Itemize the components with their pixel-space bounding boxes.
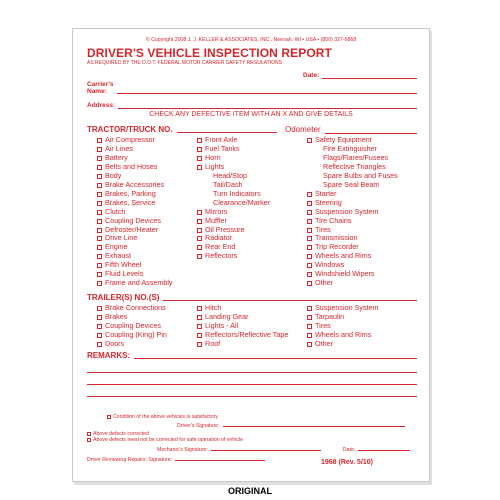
item-label: Coupling (King) Pin: [105, 329, 167, 339]
item-checkbox[interactable]: [307, 245, 312, 250]
item-label: Body: [105, 170, 122, 180]
reviewing-signature-field[interactable]: [87, 457, 265, 463]
item-label: Tail/Dash: [213, 179, 243, 189]
item-label: Head/Stop: [213, 170, 247, 180]
tractor-column-3: [307, 136, 398, 288]
item-label: Transmission: [315, 233, 358, 243]
checklist-item[interactable]: [97, 340, 167, 349]
item-checkbox[interactable]: [197, 306, 202, 311]
remarks-line-1: [134, 358, 417, 359]
item-checkbox[interactable]: [197, 156, 202, 161]
item-checkbox[interactable]: [307, 324, 312, 329]
form-title: DRIVER'S VEHICLE INSPECTION REPORT: [87, 46, 332, 60]
item-label: Suspension System: [315, 206, 379, 216]
item-checkbox[interactable]: [97, 138, 102, 143]
corrected-checkbox[interactable]: [87, 432, 91, 436]
item-checkbox[interactable]: [97, 324, 102, 329]
item-label: Reflectors: [205, 251, 238, 261]
item-label: Horn: [205, 152, 221, 162]
item-label: Windows: [315, 260, 345, 270]
address-line: [118, 102, 417, 109]
item-checkbox[interactable]: [197, 333, 202, 338]
item-label: Coupling Devices: [105, 320, 161, 330]
item-label: Fifth Wheel: [105, 260, 142, 270]
item-label: Spare Seal Beam: [323, 179, 380, 189]
mechanic-signature-line: [211, 450, 321, 451]
item-checkbox[interactable]: [197, 324, 202, 329]
item-checkbox[interactable]: [97, 333, 102, 338]
mechanic-date-label: Date:: [342, 447, 356, 453]
condition-satisfactory[interactable]: [107, 414, 218, 420]
item-checkbox[interactable]: [197, 228, 202, 233]
not-corrected-text: Above defects need not be corrected for safe operation of vehicle: [93, 437, 243, 443]
item-checkbox[interactable]: [97, 236, 102, 241]
item-label: Reflectors/Reflective Tape: [205, 329, 289, 339]
item-label: Roof: [205, 338, 221, 348]
not-corrected-checkbox[interactable]: [87, 438, 91, 442]
item-label: Reflective Triangles: [323, 161, 386, 171]
item-checkbox[interactable]: [307, 333, 312, 338]
item-label: Spare Bulbs and Fuses: [323, 170, 398, 180]
item-label: Belts and Hoses: [105, 161, 158, 171]
item-label: Fluid Levels: [105, 269, 144, 279]
item-label: Fire Extinguisher: [323, 143, 377, 153]
item-checkbox[interactable]: [97, 254, 102, 259]
item-checkbox[interactable]: [197, 254, 202, 259]
date-field[interactable]: [303, 72, 417, 79]
checklist-item[interactable]: [97, 279, 173, 288]
item-label: Oil Pressure: [205, 224, 245, 234]
address-field[interactable]: [87, 102, 417, 109]
item-label: Brakes, Parking: [105, 188, 156, 198]
carrier-name-label: [87, 81, 113, 95]
item-checkbox[interactable]: [97, 219, 102, 224]
item-checkbox[interactable]: [307, 263, 312, 268]
item-label: Tire Chains: [315, 215, 352, 225]
item-label: Muffler: [205, 215, 227, 225]
item-checkbox[interactable]: [307, 138, 312, 143]
item-checkbox[interactable]: [97, 201, 102, 206]
original-label: ORIGINAL: [228, 486, 272, 496]
trailer-label: TRAILER(S) NO.(S): [87, 293, 160, 302]
item-label: Brakes: [105, 311, 128, 321]
item-checkbox[interactable]: [197, 342, 202, 347]
item-label: Coupling Devices: [105, 215, 161, 225]
odometer-label: Odometer: [285, 125, 321, 134]
item-label: Defroster/Heater: [105, 224, 159, 234]
item-checkbox[interactable]: [97, 228, 102, 233]
reviewing-signature-label: Driver Reviewing Repairs: Signature:: [87, 457, 173, 463]
item-checkbox[interactable]: [97, 192, 102, 197]
item-label: Air Compressor: [105, 135, 155, 144]
driver-signature-field[interactable]: [177, 423, 405, 429]
tractor-number-field[interactable]: [87, 125, 277, 134]
item-checkbox[interactable]: [197, 210, 202, 215]
remarks-field[interactable]: [87, 351, 417, 360]
item-checkbox[interactable]: [197, 236, 202, 241]
address-label: Address:: [87, 102, 116, 109]
item-checkbox[interactable]: [197, 245, 202, 250]
item-checkbox[interactable]: [307, 219, 312, 224]
remarks-line-3[interactable]: [87, 384, 417, 385]
item-label: Starter: [315, 188, 337, 198]
item-checkbox[interactable]: [197, 165, 202, 170]
driver-signature-label: Driver's Signature:: [177, 423, 220, 429]
item-label: Rear End: [205, 242, 236, 252]
date-label: Date:: [303, 72, 320, 79]
remarks-line-2[interactable]: [87, 372, 417, 373]
item-checkbox[interactable]: [307, 272, 312, 277]
item-label: Landing Gear: [205, 311, 249, 321]
item-checkbox[interactable]: [97, 156, 102, 161]
checklist-item[interactable]: [197, 340, 288, 349]
item-label: Air Lines: [105, 143, 133, 153]
item-label: Windshield Wipers: [315, 269, 375, 279]
trailer-line: [163, 300, 417, 301]
item-label: Battery: [105, 152, 128, 162]
carrier-label-line1: Carrier's: [87, 81, 114, 88]
item-checkbox[interactable]: [97, 272, 102, 277]
mechanic-date-line: [358, 450, 410, 451]
defects-not-corrected[interactable]: [87, 437, 243, 443]
item-checkbox[interactable]: [97, 245, 102, 250]
item-label: Lights - All: [205, 320, 239, 330]
item-checkbox[interactable]: [97, 342, 102, 347]
trailer-number-field[interactable]: [87, 293, 417, 302]
item-label: Mirrors: [205, 206, 228, 216]
item-label: Tires: [315, 224, 331, 234]
reviewing-signature-line: [175, 460, 265, 461]
form-subtitle: AS REQUIRED BY THE D.O.T. FEDERAL MOTOR CARRIER SAFETY REGULATIONS: [87, 60, 282, 66]
item-checkbox[interactable]: [197, 147, 202, 152]
item-label: Fuel Tanks: [205, 143, 240, 153]
item-checkbox[interactable]: [307, 228, 312, 233]
item-checkbox[interactable]: [97, 315, 102, 320]
item-checkbox[interactable]: [197, 138, 202, 143]
trailer-column-1: [97, 304, 167, 349]
item-label: Radiator: [205, 233, 233, 243]
item-label: Lights: [205, 161, 225, 171]
tractor-column-1: [97, 136, 173, 288]
item-label: Drive Line: [105, 233, 138, 243]
item-label: Brake Connections: [105, 303, 166, 312]
item-label: Steering: [315, 197, 342, 207]
item-label: Trip Recorder: [315, 242, 359, 252]
item-checkbox[interactable]: [307, 281, 312, 286]
condition-checkbox[interactable]: [107, 415, 111, 419]
checklist-item[interactable]: [307, 340, 379, 349]
trailer-column-2: [197, 304, 288, 349]
item-label: Safety Equipment: [315, 135, 372, 144]
item-checkbox[interactable]: [307, 201, 312, 206]
item-checkbox[interactable]: [97, 263, 102, 268]
item-checkbox[interactable]: [307, 210, 312, 215]
checklist-item[interactable]: [197, 252, 270, 261]
item-checkbox[interactable]: [307, 192, 312, 197]
instruction-text: CHECK ANY DEFECTIVE ITEM WITH AN X AND GIVE DETAILS: [149, 111, 353, 118]
item-checkbox[interactable]: [97, 183, 102, 188]
checklist-item[interactable]: [307, 279, 398, 288]
form-number: 1968 (Rev. 5/10): [321, 459, 374, 466]
item-label: Turn Indicators: [213, 188, 261, 198]
item-label: Doors: [105, 338, 125, 348]
item-label: Clutch: [105, 206, 126, 216]
remarks-line-4[interactable]: [87, 396, 417, 397]
tractor-column-2: [197, 136, 270, 261]
condition-text: Condition of the above vehicles is satisfactory: [113, 414, 218, 420]
mechanic-signature-label: Mechanic's Signature:: [157, 447, 208, 453]
driver-signature-line: [223, 426, 405, 427]
tractor-line: [177, 132, 277, 133]
item-label: Exhaust: [105, 251, 131, 261]
item-label: Frame and Assembly: [105, 278, 173, 288]
item-checkbox[interactable]: [307, 254, 312, 259]
item-label: Wheels and Rims: [315, 329, 372, 339]
item-checkbox[interactable]: [97, 306, 102, 311]
mechanic-signature-field[interactable]: [157, 447, 410, 453]
item-label: Clearance/Marker: [213, 197, 271, 207]
carrier-label-line2: Name:: [87, 88, 107, 95]
item-label: Engine: [105, 242, 128, 252]
trailer-column-3: [307, 304, 379, 349]
corrected-text: Above defects corrected: [93, 431, 149, 437]
item-label: Flags/Flares/Fusees: [323, 152, 389, 162]
item-label: Front Axle: [205, 135, 238, 144]
item-checkbox[interactable]: [97, 210, 102, 215]
item-label: Wheels and Rims: [315, 251, 372, 261]
item-checkbox[interactable]: [307, 306, 312, 311]
item-checkbox[interactable]: [307, 236, 312, 241]
item-label: Hitch: [205, 303, 222, 312]
item-label: Other: [315, 338, 333, 348]
item-label: Tarpaulin: [315, 311, 345, 321]
odometer-field[interactable]: [325, 133, 417, 134]
date-line: [322, 72, 417, 79]
item-checkbox[interactable]: [197, 315, 202, 320]
item-checkbox[interactable]: [97, 147, 102, 152]
item-label: Suspension System: [315, 303, 379, 312]
copyright-text: © Copyright 2008 J. J. KELLER & ASSOCIATES, INC., Neenah, WI • USA • (800) 327-6868: [145, 37, 357, 43]
tractor-label: TRACTOR/TRUCK NO.: [87, 125, 173, 134]
item-label: Brakes, Service: [105, 197, 156, 207]
item-checkbox[interactable]: [307, 315, 312, 320]
item-checkbox[interactable]: [307, 342, 312, 347]
inspection-report-form: [72, 28, 430, 482]
item-checkbox[interactable]: [97, 281, 102, 286]
item-label: Tires: [315, 320, 331, 330]
item-label: Brake Accessories: [105, 179, 165, 189]
remarks-label: REMARKS:: [87, 351, 131, 360]
item-checkbox[interactable]: [97, 174, 102, 179]
item-checkbox[interactable]: [197, 219, 202, 224]
item-checkbox[interactable]: [97, 165, 102, 170]
item-label: Other: [315, 278, 333, 288]
carrier-name-field[interactable]: [117, 93, 417, 94]
